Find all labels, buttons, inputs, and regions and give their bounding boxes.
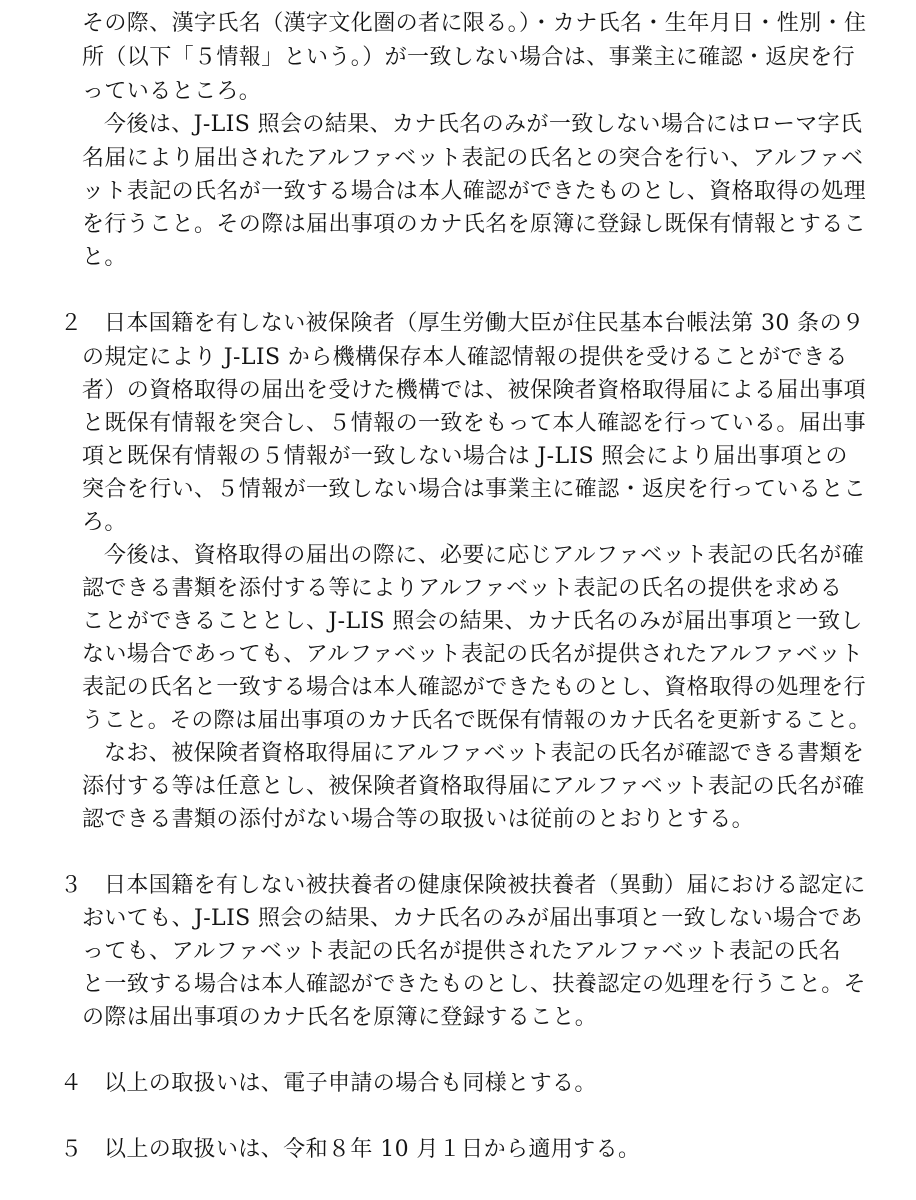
body-line: を行うこと。その際は届出事項のカナ氏名を原簿に登録し既保有情報とするこ <box>82 212 867 237</box>
body-line: と既保有情報を突合し、５情報の一致をもって本人確認を行っている。届出事 <box>82 411 867 436</box>
section-number: ４ <box>60 1071 83 1096</box>
body-line: 項と既保有情報の５情報が一致しない場合は J-LIS 照会により届出事項との <box>82 444 848 469</box>
body-line: おいても、J-LIS 照会の結果、カナ氏名のみが届出事項と一致しない場合であ <box>82 906 863 931</box>
body-line: 以上の取扱いは、令和８年 10 月１日から適用する。 <box>104 1137 641 1162</box>
body-line: その際、漢字氏名（漢字文化圏の者に限る。）・カナ氏名・生年月日・性別・住 <box>82 11 867 36</box>
body-line: なお、被保険者資格取得届にアルファベット表記の氏名が確認できる書類を <box>104 741 865 766</box>
section-number: ５ <box>60 1137 83 1162</box>
body-line: と。 <box>82 245 127 270</box>
body-line: ット表記の氏名が一致する場合は本人確認ができたものとし、資格取得の処理 <box>82 179 867 204</box>
body-line: うこと。その際は届出事項のカナ氏名で既保有情報のカナ氏名を更新すること。 <box>82 708 871 733</box>
section-number: ３ <box>60 873 83 898</box>
body-line: ろ。 <box>82 510 127 535</box>
body-line: 名届により届出されたアルファベット表記の氏名との突合を行い、アルファベ <box>82 146 864 171</box>
body-line: 今後は、J-LIS 照会の結果、カナ氏名のみが一致しない場合にはローマ字氏 <box>104 112 863 137</box>
body-line: 以上の取扱いは、電子申請の場合も同様とする。 <box>104 1071 597 1096</box>
body-line: 日本国籍を有しない被扶養者の健康保険被扶養者（異動）届における認定に <box>104 873 866 898</box>
section-number: ２ <box>60 311 83 336</box>
body-line: っているところ。 <box>82 79 262 104</box>
body-line: 者）の資格取得の届出を受けた機構では、被保険者資格取得届による届出事項 <box>82 378 867 403</box>
body-line: の際は届出事項のカナ氏名を原簿に登録すること。 <box>82 1005 598 1030</box>
body-line: 認できる書類の添付がない場合等の取扱いは従前のとおりとする。 <box>82 807 755 832</box>
body-line: 突合を行い、５情報が一致しない場合は事業主に確認・返戻を行っているとこ <box>82 477 867 502</box>
body-line: ない場合であっても、アルファベット表記の氏名が提供されたアルファベット <box>82 642 864 667</box>
body-line: 表記の氏名と一致する場合は本人確認ができたものとし、資格取得の処理を行 <box>82 675 867 700</box>
body-line: 所（以下「５情報」という。）が一致しない場合は、事業主に確認・返戻を行 <box>82 45 856 70</box>
body-line: 添付する等は任意とし、被保険者資格取得届にアルファベット表記の氏名が確 <box>82 774 865 799</box>
body-line: 日本国籍を有しない被保険者（厚生労働大臣が住民基本台帳法第 30 条の９ <box>104 311 865 336</box>
body-line: ことができることとし、J-LIS 照会の結果、カナ氏名のみが届出事項と一致し <box>82 609 863 634</box>
body-line: っても、アルファベット表記の氏名が提供されたアルファベット表記の氏名 <box>82 939 841 964</box>
body-line: 今後は、資格取得の届出の際に、必要に応じアルファベット表記の氏名が確 <box>104 543 865 568</box>
body-line: の規定により J-LIS から機構保存本人確認情報の提供を受けることができる <box>82 345 848 370</box>
body-line: と一致する場合は本人確認ができたものとし、扶養認定の処理を行うこと。そ <box>82 972 867 997</box>
body-line: 認できる書類を添付する等によりアルファベット表記の氏名の提供を求める <box>82 576 843 601</box>
